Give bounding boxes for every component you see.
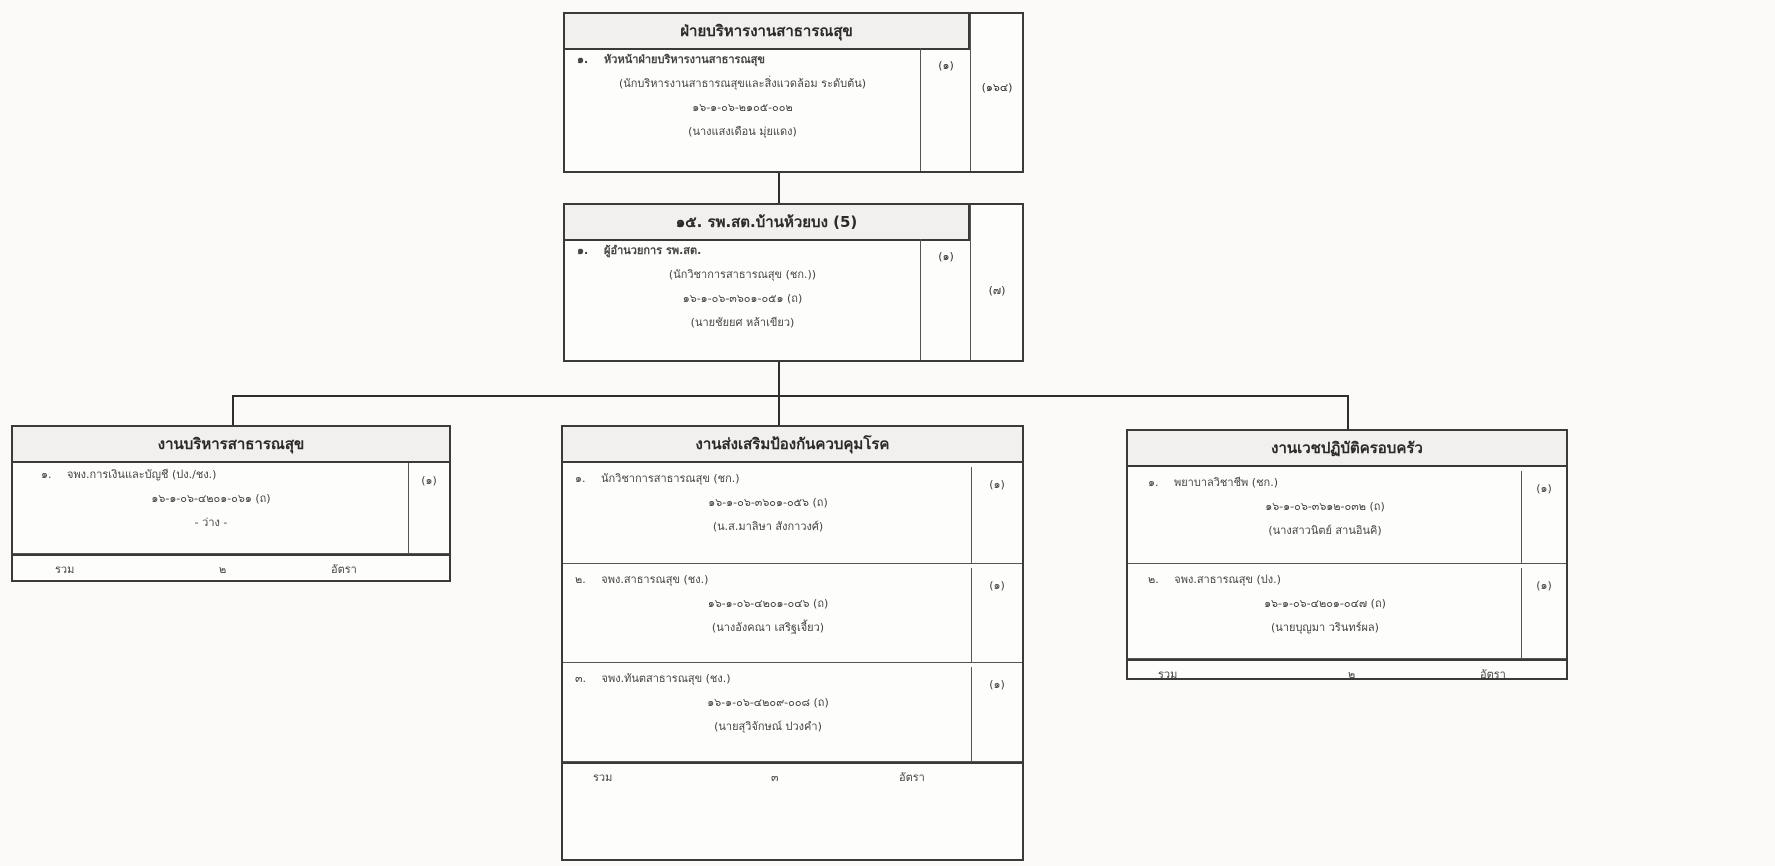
top-total-column — [970, 14, 1023, 171]
center-row-1-position: นักวิชาการสาธารณสุข (ชก.) — [600, 472, 740, 485]
center-row-3-position-line — [563, 667, 1022, 691]
middle-total-count: (๗) — [988, 284, 1006, 297]
center-row-1-count-column — [971, 467, 1022, 563]
right-row-2-person: (นายบุญมา วรินทร์ผล) — [1271, 621, 1379, 634]
center-row-3-position: จพง.ทันตสาธารณสุข (ชง.) — [601, 672, 731, 685]
center-row-3-count: (๑) — [989, 678, 1005, 691]
center-row-2-position: จพง.สาธารณสุข (ชง.) — [601, 573, 709, 586]
right-row-1-position-line — [1128, 471, 1566, 495]
middle-unit-title: ๑๕. รพ.สต.บ้านห้วยบง (5) — [565, 205, 970, 241]
left-unit-title: งานบริหารสาธารณสุข — [13, 427, 449, 463]
right-total-unit: อัตรา — [1480, 668, 1506, 681]
right-row-1 — [1128, 471, 1566, 564]
middle-position-person: (นายชัยยศ หล้าเขียว) — [690, 316, 795, 329]
connector-bus-right — [1347, 395, 1349, 429]
left-total-row — [13, 554, 449, 584]
center-row-2-count-column — [971, 568, 1022, 662]
left-row-1-position-line — [13, 463, 449, 487]
top-position-code: ๑๖-๑-๐๖-๒๑๐๕-๐๐๒ — [692, 101, 793, 114]
left-row-1-position: จพง.การเงินและบัญชี (ปง./ชง.) — [66, 468, 217, 481]
center-total-unit: อัตรา — [899, 771, 925, 784]
top-position-line — [565, 48, 970, 72]
middle-position-line — [565, 239, 970, 263]
right-row-1-no: ๑. — [1148, 476, 1159, 489]
top-unit-title: ฝ่ายบริหารงานสาธารณสุข — [565, 14, 970, 50]
center-total-value: ๓ — [771, 771, 779, 784]
right-row-2-count: (๑) — [1536, 579, 1552, 592]
middle-position-block — [565, 239, 970, 360]
center-row-2-code: ๑๖-๑-๐๖-๔๒๐๑-๐๔๖ (ถ) — [707, 597, 829, 610]
top-position-no: ๑. — [577, 53, 589, 66]
center-row-3-no: ๓. — [575, 672, 587, 685]
center-row-2-count: (๑) — [989, 579, 1005, 592]
left-row-1-no: ๑. — [41, 468, 52, 481]
left-row-1-count: (๑) — [421, 474, 437, 487]
center-row-1-no: ๑. — [575, 472, 586, 485]
center-unit-box — [561, 425, 1024, 861]
middle-count-column — [920, 239, 971, 360]
right-unit-title: งานเวชปฏิบัติครอบครัว — [1128, 431, 1566, 467]
top-position-person: (นางแสงเดือน มุ่ยแดง) — [688, 125, 797, 138]
center-row-3 — [563, 667, 1022, 762]
right-row-1-count: (๑) — [1536, 482, 1552, 495]
top-position-detail: (นักบริหารงานสาธารณสุขและสิ่งแวดล้อม ระดับต้น) — [618, 77, 867, 90]
center-row-1-person: (น.ส.มาลิษา สังกาวงศ์) — [712, 520, 824, 533]
left-row-1-count-column — [408, 463, 449, 553]
left-total-unit: อัตรา — [331, 563, 357, 576]
connector-horizontal-bus — [232, 395, 1349, 397]
left-row-1-code: ๑๖-๑-๐๖-๔๒๐๑-๐๖๑ (ถ) — [151, 492, 271, 505]
left-row-1 — [13, 463, 449, 554]
right-total-label: รวม — [1158, 668, 1178, 681]
middle-position-count: (๑) — [938, 250, 954, 263]
right-row-1-code: ๑๖-๑-๐๖-๓๖๑๒-๐๓๒ (ถ) — [1265, 500, 1385, 513]
left-row-1-person: - ว่าง - — [194, 516, 228, 529]
center-unit-title: งานส่งเสริมป้องกันควบคุมโรค — [563, 427, 1022, 463]
right-row-2-position-line — [1128, 568, 1566, 592]
center-row-1-code: ๑๖-๑-๐๖-๓๖๐๑-๐๕๖ (ถ) — [708, 496, 828, 509]
top-position-name: หัวหน้าฝ่ายบริหารงานสาธารณสุข — [604, 53, 765, 66]
right-row-2-count-column — [1521, 568, 1566, 658]
center-row-2-person: (นางอังคณา เสริฐเจี้ยว) — [711, 621, 825, 634]
top-position-count: (๑) — [938, 59, 954, 72]
center-row-3-count-column — [971, 667, 1022, 761]
right-total-row — [1128, 659, 1566, 689]
connector-bus-left — [232, 395, 234, 425]
middle-position-no: ๑. — [577, 244, 589, 257]
connector-top-middle — [778, 172, 780, 204]
top-total-count: (๑๖๔) — [981, 81, 1013, 94]
top-unit-box — [563, 12, 1024, 173]
center-row-1-count: (๑) — [989, 478, 1005, 491]
center-row-1 — [563, 467, 1022, 564]
right-row-2 — [1128, 568, 1566, 659]
center-row-2 — [563, 568, 1022, 663]
connector-middle-bus — [778, 361, 780, 397]
center-row-3-code: ๑๖-๑-๐๖-๔๒๐๙-๐๐๘ (ถ) — [707, 696, 829, 709]
left-total-label: รวม — [55, 563, 75, 576]
middle-position-code: ๑๖-๑-๐๖-๓๖๐๑-๐๕๑ (ถ) — [682, 292, 803, 305]
right-row-2-no: ๒. — [1148, 573, 1159, 586]
connector-bus-center — [778, 395, 780, 425]
right-unit-box — [1126, 429, 1568, 680]
left-unit-box — [11, 425, 451, 582]
left-total-value: ๒ — [219, 563, 227, 576]
right-row-1-count-column — [1521, 471, 1566, 563]
center-total-row — [563, 762, 1022, 792]
middle-total-column — [970, 205, 1023, 360]
right-row-2-position: จพง.สาธารณสุข (ปง.) — [1174, 573, 1281, 586]
top-count-column — [920, 48, 971, 171]
center-row-1-position-line — [563, 467, 1022, 491]
right-total-value: ๒ — [1348, 668, 1356, 681]
center-row-2-position-line — [563, 568, 1022, 592]
middle-position-name: ผู้อำนวยการ รพ.สต. — [604, 244, 702, 257]
right-row-1-position: พยาบาลวิชาชีพ (ชก.) — [1173, 476, 1278, 489]
right-row-1-person: (นางสาวนิตย์ สานอินคิ) — [1268, 524, 1382, 537]
top-position-block — [565, 48, 970, 171]
middle-unit-box — [563, 203, 1024, 362]
center-row-2-no: ๒. — [575, 573, 586, 586]
right-row-2-code: ๑๖-๑-๐๖-๔๒๐๑-๐๔๗ (ถ) — [1264, 597, 1386, 610]
middle-position-detail: (นักวิชาการสาธารณสุข (ชก.)) — [668, 268, 817, 281]
center-row-3-person: (นายสุวิจักษณ์ ปวงคำ) — [714, 720, 822, 733]
center-total-label: รวม — [593, 771, 613, 784]
